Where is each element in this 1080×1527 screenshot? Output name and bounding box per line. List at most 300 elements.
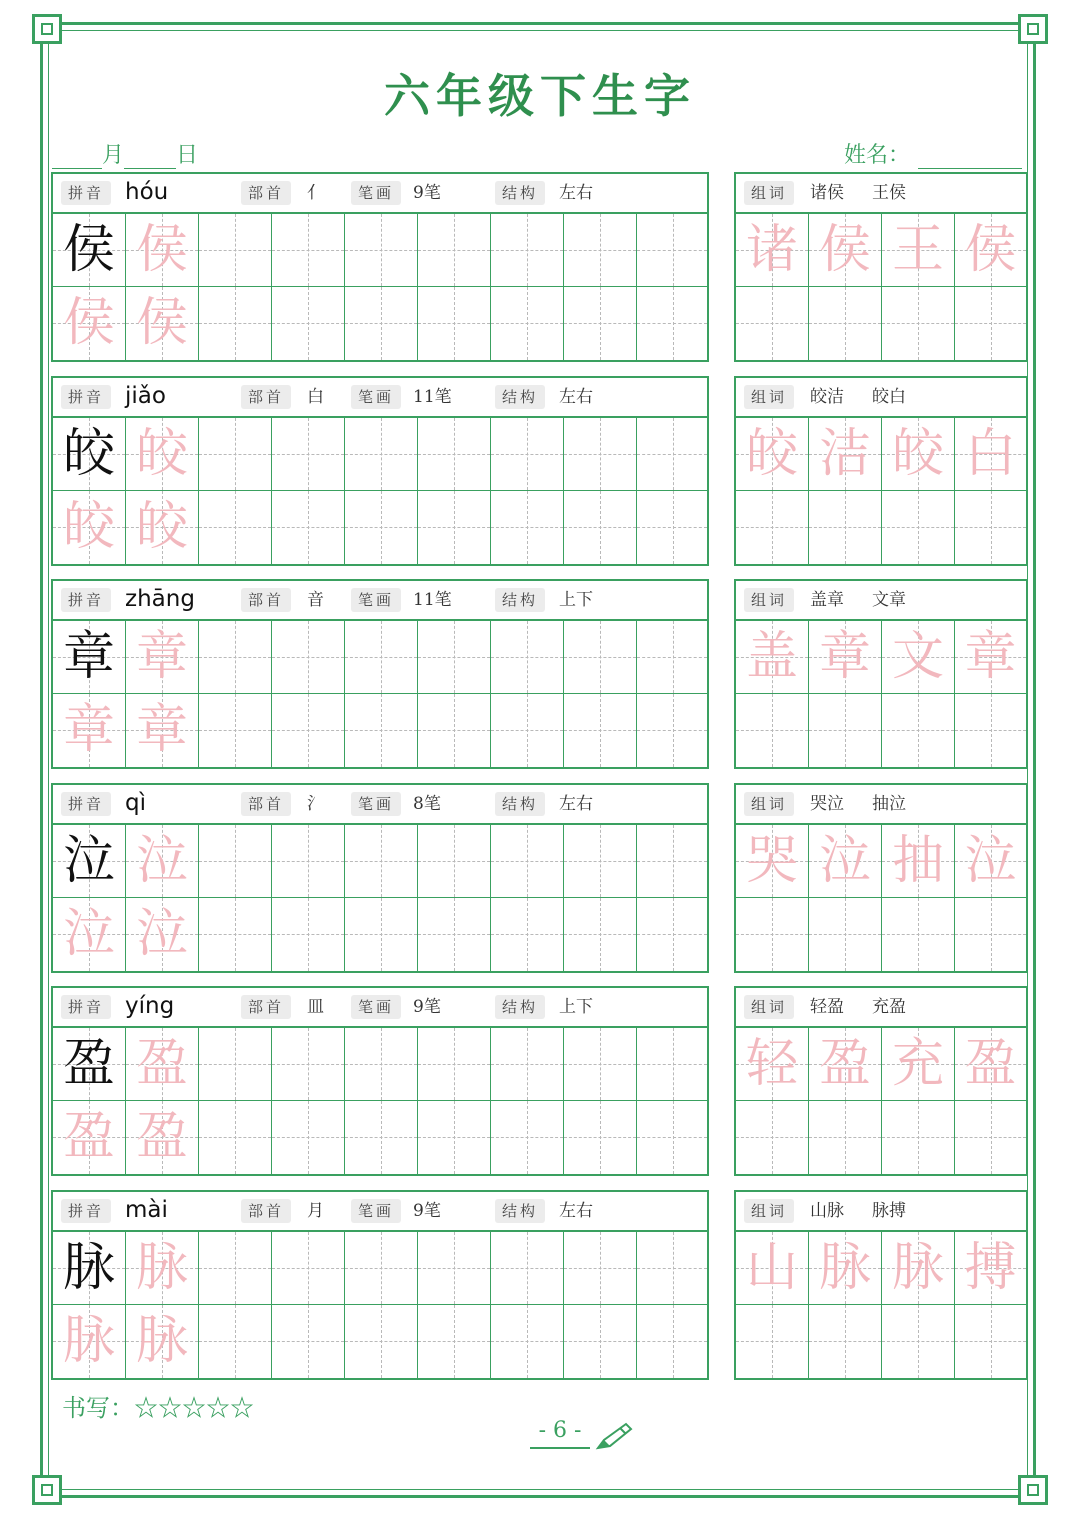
practice-cell[interactable]	[199, 825, 272, 898]
practice-cell[interactable]	[418, 287, 491, 360]
word-2: 脉搏	[872, 1201, 906, 1221]
practice-cell[interactable]	[199, 287, 272, 360]
word-info-row	[736, 174, 1026, 214]
character-panel	[51, 1190, 709, 1380]
practice-cell[interactable]	[199, 491, 272, 564]
practice-cell[interactable]	[637, 1305, 707, 1378]
character-panel	[51, 986, 709, 1176]
word-practice-cell[interactable]	[955, 1101, 1026, 1174]
pinyin-value: mài	[125, 1197, 168, 1223]
trace-character-cell	[126, 1101, 199, 1174]
practice-cell[interactable]	[199, 694, 272, 767]
trace-character-cell	[53, 491, 126, 564]
trace-character-cell	[126, 1232, 199, 1305]
strokes-value: 11笔	[413, 387, 452, 407]
model-character: 章	[62, 627, 115, 687]
trace-character: 泣	[135, 831, 188, 891]
practice-cell[interactable]	[345, 214, 418, 287]
practice-cell[interactable]	[564, 694, 637, 767]
words-tag: 组词	[744, 385, 794, 409]
word-trace-cell	[736, 214, 809, 287]
word-trace-cell	[736, 1028, 809, 1101]
practice-cell[interactable]	[564, 1101, 637, 1174]
practice-cell[interactable]	[564, 491, 637, 564]
word-trace-cell	[955, 621, 1026, 694]
practice-cell[interactable]	[564, 418, 637, 491]
practice-cell[interactable]	[637, 214, 707, 287]
trace-character: 侯	[62, 293, 115, 353]
practice-cell[interactable]	[272, 1101, 345, 1174]
words-tag: 组词	[744, 181, 794, 205]
trace-character-cell	[126, 287, 199, 360]
word-practice-cell[interactable]	[736, 491, 809, 564]
trace-character: 盈	[62, 1107, 115, 1167]
word-1: 盖章	[810, 590, 844, 610]
practice-cell[interactable]	[199, 1028, 272, 1101]
practice-cell[interactable]	[272, 1028, 345, 1101]
word-trace-character: 洁	[818, 424, 871, 484]
practice-cell[interactable]	[491, 214, 564, 287]
radical-value: 氵	[307, 794, 324, 814]
model-character-cell	[53, 1028, 126, 1101]
practice-cell[interactable]	[564, 1305, 637, 1378]
practice-cell[interactable]	[491, 287, 564, 360]
word-trace-cell	[882, 621, 955, 694]
practice-cell[interactable]	[564, 1028, 637, 1101]
word-practice-cell[interactable]	[736, 287, 809, 360]
practice-cell[interactable]	[491, 1232, 564, 1305]
pinyin-value: zhāng	[125, 586, 195, 612]
radical-value: 月	[307, 1201, 324, 1221]
trace-character-cell	[126, 491, 199, 564]
character-info-row	[53, 988, 707, 1028]
word-practice-cell[interactable]	[809, 1305, 882, 1378]
word-trace-cell	[736, 621, 809, 694]
model-character-cell	[53, 214, 126, 287]
word-trace-character: 抽	[891, 831, 944, 891]
trace-character: 泣	[62, 904, 115, 964]
trace-character: 皎	[62, 497, 115, 557]
word-trace-character: 充	[891, 1034, 944, 1094]
word-trace-cell	[736, 825, 809, 898]
practice-cell[interactable]	[491, 825, 564, 898]
word-trace-cell	[809, 214, 882, 287]
word-trace-cell	[882, 1028, 955, 1101]
trace-character-cell	[126, 621, 199, 694]
strokes-tag: 笔画	[351, 995, 401, 1019]
radical-tag: 部首	[241, 588, 291, 612]
trace-character: 脉	[135, 1238, 188, 1298]
day-blank[interactable]	[124, 148, 176, 169]
strokes-value: 9笔	[413, 183, 441, 203]
structure-tag: 结构	[495, 385, 545, 409]
word-2: 抽泣	[872, 794, 906, 814]
name-field[interactable]	[844, 138, 1022, 169]
trace-character: 章	[135, 700, 188, 760]
practice-cell[interactable]	[491, 898, 564, 971]
practice-cell[interactable]	[199, 418, 272, 491]
words-tag: 组词	[744, 588, 794, 612]
structure-tag: 结构	[495, 792, 545, 816]
corner-ornament	[1018, 1475, 1048, 1505]
trace-character: 皎	[135, 424, 188, 484]
strokes-value: 8笔	[413, 794, 441, 814]
words-tag: 组词	[744, 1199, 794, 1223]
strokes-tag: 笔画	[351, 1199, 401, 1223]
structure-tag: 结构	[495, 181, 545, 205]
practice-cell[interactable]	[418, 418, 491, 491]
practice-cell[interactable]	[199, 621, 272, 694]
word-1: 皎洁	[810, 387, 844, 407]
practice-cell[interactable]	[199, 1101, 272, 1174]
word-trace-cell	[809, 825, 882, 898]
word-practice-cell[interactable]	[736, 1305, 809, 1378]
word-practice-cell[interactable]	[809, 898, 882, 971]
word-panel	[734, 1190, 1028, 1380]
practice-cell[interactable]	[564, 898, 637, 971]
strokes-tag: 笔画	[351, 588, 401, 612]
practice-cell[interactable]	[272, 1305, 345, 1378]
practice-cell[interactable]	[418, 621, 491, 694]
practice-cell[interactable]	[491, 418, 564, 491]
word-trace-character: 盈	[964, 1034, 1017, 1094]
structure-value: 左右	[559, 794, 593, 814]
word-trace-cell	[955, 1232, 1026, 1305]
word-trace-character: 皎	[745, 424, 798, 484]
word-practice-cell[interactable]	[882, 287, 955, 360]
model-character-cell	[53, 1232, 126, 1305]
pinyin-tag: 拼音	[61, 1199, 111, 1223]
trace-character-cell	[126, 1028, 199, 1101]
structure-tag: 结构	[495, 1199, 545, 1223]
word-practice-cell[interactable]	[736, 1101, 809, 1174]
pinyin-tag: 拼音	[61, 588, 111, 612]
word-trace-character: 章	[818, 627, 871, 687]
trace-character-cell	[126, 898, 199, 971]
structure-value: 上下	[559, 590, 593, 610]
pinyin-tag: 拼音	[61, 181, 111, 205]
word-1: 山脉	[810, 1201, 844, 1221]
practice-cell[interactable]	[491, 1028, 564, 1101]
word-trace-character: 搏	[964, 1238, 1017, 1298]
practice-cell[interactable]	[418, 1101, 491, 1174]
model-character: 侯	[62, 220, 115, 280]
character-info-row	[53, 378, 707, 418]
trace-character-cell	[53, 1101, 126, 1174]
strokes-value: 11笔	[413, 590, 452, 610]
writing-rating	[62, 1388, 254, 1423]
practice-cell[interactable]	[491, 694, 564, 767]
trace-character-cell	[126, 694, 199, 767]
word-practice-cell[interactable]	[955, 694, 1026, 767]
practice-cell[interactable]	[272, 418, 345, 491]
practice-cell[interactable]	[199, 1305, 272, 1378]
practice-cell[interactable]	[564, 214, 637, 287]
word-info-row	[736, 988, 1026, 1028]
practice-cell[interactable]	[345, 1028, 418, 1101]
strokes-value: 9笔	[413, 997, 441, 1017]
practice-cell[interactable]	[637, 898, 707, 971]
word-trace-cell	[955, 825, 1026, 898]
word-trace-character: 诸	[745, 220, 798, 280]
practice-cell[interactable]	[272, 621, 345, 694]
trace-character: 侯	[135, 293, 188, 353]
word-trace-cell	[955, 418, 1026, 491]
structure-value: 左右	[559, 1201, 593, 1221]
practice-cell[interactable]	[564, 621, 637, 694]
practice-cell[interactable]	[272, 1232, 345, 1305]
word-panel	[734, 986, 1028, 1176]
word-trace-character: 皎	[891, 424, 944, 484]
word-trace-cell	[955, 1028, 1026, 1101]
word-panel	[734, 579, 1028, 769]
word-practice-cell[interactable]	[955, 287, 1026, 360]
practice-cell[interactable]	[272, 491, 345, 564]
pinyin-value: jiǎo	[125, 383, 166, 409]
corner-ornament	[32, 14, 62, 44]
word-practice-cell[interactable]	[882, 1305, 955, 1378]
day-label: 日	[176, 143, 199, 168]
word-practice-cell[interactable]	[882, 694, 955, 767]
trace-character-cell	[53, 1305, 126, 1378]
word-info-row	[736, 378, 1026, 418]
practice-cell[interactable]	[637, 491, 707, 564]
word-trace-character: 山	[745, 1238, 798, 1298]
word-1: 诸侯	[810, 183, 844, 203]
practice-cell[interactable]	[491, 621, 564, 694]
trace-character: 皎	[135, 497, 188, 557]
trace-character-cell	[126, 214, 199, 287]
name-label: 姓名：	[844, 143, 911, 168]
month-blank[interactable]	[52, 148, 102, 169]
structure-value: 左右	[559, 183, 593, 203]
page-title: 六年级下生字	[384, 69, 696, 123]
word-trace-character: 盖	[745, 627, 798, 687]
practice-cell[interactable]	[491, 1305, 564, 1378]
practice-cell[interactable]	[199, 898, 272, 971]
word-practice-cell[interactable]	[736, 898, 809, 971]
word-2: 王侯	[872, 183, 906, 203]
strokes-tag: 笔画	[351, 792, 401, 816]
trace-character: 盈	[135, 1034, 188, 1094]
strokes-value: 9笔	[413, 1201, 441, 1221]
practice-cell[interactable]	[637, 1101, 707, 1174]
pinyin-value: yíng	[125, 993, 175, 1019]
pinyin-value: qì	[125, 790, 146, 816]
practice-cell[interactable]	[199, 214, 272, 287]
practice-cell[interactable]	[272, 287, 345, 360]
word-trace-character: 盈	[818, 1034, 871, 1094]
word-trace-cell	[809, 1028, 882, 1101]
word-practice-cell[interactable]	[882, 1101, 955, 1174]
month-label: 月	[102, 143, 125, 168]
pen-icon	[594, 1420, 634, 1452]
radical-tag: 部首	[241, 792, 291, 816]
practice-cell[interactable]	[199, 1232, 272, 1305]
word-2: 文章	[872, 590, 906, 610]
strokes-tag: 笔画	[351, 385, 401, 409]
word-trace-character: 脉	[818, 1238, 871, 1298]
character-panel	[51, 172, 709, 362]
model-character: 脉	[62, 1238, 115, 1298]
word-trace-cell	[882, 825, 955, 898]
practice-cell[interactable]	[637, 1028, 707, 1101]
character-info-row	[53, 785, 707, 825]
word-practice-cell[interactable]	[809, 491, 882, 564]
trace-character-cell	[53, 898, 126, 971]
character-info-row	[53, 581, 707, 621]
practice-cell[interactable]	[345, 621, 418, 694]
practice-cell[interactable]	[418, 491, 491, 564]
word-trace-character: 白	[964, 424, 1017, 484]
radical-value: 音	[307, 590, 324, 610]
trace-character: 脉	[62, 1311, 115, 1371]
word-practice-cell[interactable]	[955, 491, 1026, 564]
word-2: 充盈	[872, 997, 906, 1017]
radical-tag: 部首	[241, 1199, 291, 1223]
word-trace-cell	[809, 418, 882, 491]
practice-cell[interactable]	[345, 418, 418, 491]
practice-cell[interactable]	[345, 694, 418, 767]
words-tag: 组词	[744, 995, 794, 1019]
practice-cell[interactable]	[418, 214, 491, 287]
word-info-row	[736, 581, 1026, 621]
trace-character: 章	[135, 627, 188, 687]
pinyin-tag: 拼音	[61, 385, 111, 409]
word-trace-character: 泣	[818, 831, 871, 891]
radical-tag: 部首	[241, 181, 291, 205]
radical-value: 亻	[307, 183, 324, 203]
word-trace-character: 轻	[745, 1034, 798, 1094]
word-trace-cell	[882, 418, 955, 491]
word-trace-cell	[955, 214, 1026, 287]
trace-character-cell	[126, 825, 199, 898]
practice-cell[interactable]	[418, 1028, 491, 1101]
practice-cell[interactable]	[564, 825, 637, 898]
word-info-row	[736, 785, 1026, 825]
model-character: 皎	[62, 424, 115, 484]
practice-cell[interactable]	[418, 1232, 491, 1305]
pinyin-tag: 拼音	[61, 792, 111, 816]
date-field[interactable]	[52, 138, 198, 169]
character-panel	[51, 783, 709, 973]
word-trace-character: 侯	[818, 220, 871, 280]
word-practice-cell[interactable]	[809, 287, 882, 360]
trace-character-cell	[126, 1305, 199, 1378]
rating-stars[interactable]: ☆☆☆☆☆	[134, 1394, 254, 1422]
practice-cell[interactable]	[637, 287, 707, 360]
word-practice-cell[interactable]	[882, 491, 955, 564]
practice-cell[interactable]	[418, 898, 491, 971]
practice-cell[interactable]	[637, 621, 707, 694]
practice-cell[interactable]	[491, 1101, 564, 1174]
practice-cell[interactable]	[418, 1305, 491, 1378]
practice-cell[interactable]	[345, 825, 418, 898]
character-info-row	[53, 174, 707, 214]
strokes-tag: 笔画	[351, 181, 401, 205]
practice-cell[interactable]	[564, 287, 637, 360]
trace-character-cell	[126, 418, 199, 491]
word-2: 皎白	[872, 387, 906, 407]
model-character-cell	[53, 621, 126, 694]
practice-cell[interactable]	[272, 898, 345, 971]
word-practice-cell[interactable]	[736, 694, 809, 767]
word-practice-cell[interactable]	[955, 898, 1026, 971]
practice-cell[interactable]	[345, 491, 418, 564]
practice-cell[interactable]	[272, 694, 345, 767]
radical-value: 白	[307, 387, 324, 407]
structure-value: 左右	[559, 387, 593, 407]
trace-character-cell	[53, 694, 126, 767]
corner-ornament	[1018, 14, 1048, 44]
character-panel	[51, 579, 709, 769]
structure-tag: 结构	[495, 995, 545, 1019]
character-info-row	[53, 1192, 707, 1232]
trace-character: 泣	[135, 904, 188, 964]
practice-cell[interactable]	[272, 214, 345, 287]
practice-cell[interactable]	[564, 1232, 637, 1305]
practice-cell[interactable]	[637, 694, 707, 767]
writing-label: 书写：	[62, 1394, 134, 1422]
word-practice-cell[interactable]	[809, 694, 882, 767]
trace-character: 盈	[135, 1107, 188, 1167]
word-trace-cell	[809, 1232, 882, 1305]
practice-cell[interactable]	[637, 825, 707, 898]
practice-cell[interactable]	[345, 898, 418, 971]
radical-tag: 部首	[241, 995, 291, 1019]
practice-cell[interactable]	[637, 418, 707, 491]
practice-cell[interactable]	[345, 287, 418, 360]
word-trace-character: 文	[891, 627, 944, 687]
practice-cell[interactable]	[345, 1305, 418, 1378]
practice-cell[interactable]	[637, 1232, 707, 1305]
word-trace-character: 侯	[964, 220, 1017, 280]
practice-cell[interactable]	[272, 825, 345, 898]
word-practice-cell[interactable]	[809, 1101, 882, 1174]
word-1: 哭泣	[810, 794, 844, 814]
practice-cell[interactable]	[345, 1232, 418, 1305]
word-trace-cell	[736, 1232, 809, 1305]
word-trace-character: 脉	[891, 1238, 944, 1298]
structure-value: 上下	[559, 997, 593, 1017]
trace-character-cell	[53, 287, 126, 360]
trace-character: 章	[62, 700, 115, 760]
page-number: - 6 -	[530, 1418, 590, 1449]
practice-cell[interactable]	[491, 491, 564, 564]
word-trace-cell	[882, 1232, 955, 1305]
word-trace-character: 泣	[964, 831, 1017, 891]
corner-ornament	[32, 1475, 62, 1505]
word-trace-character: 王	[891, 220, 944, 280]
model-character-cell	[53, 418, 126, 491]
practice-cell[interactable]	[418, 825, 491, 898]
word-info-row	[736, 1192, 1026, 1232]
word-trace-character: 哭	[745, 831, 798, 891]
practice-cell[interactable]	[418, 694, 491, 767]
character-panel	[51, 376, 709, 566]
word-panel	[734, 172, 1028, 362]
words-tag: 组词	[744, 792, 794, 816]
word-practice-cell[interactable]	[955, 1305, 1026, 1378]
word-practice-cell[interactable]	[882, 898, 955, 971]
word-trace-cell	[736, 418, 809, 491]
practice-cell[interactable]	[345, 1101, 418, 1174]
name-blank[interactable]	[918, 146, 1022, 169]
word-panel	[734, 783, 1028, 973]
word-trace-cell	[809, 621, 882, 694]
trace-character: 侯	[135, 220, 188, 280]
radical-value: 皿	[307, 997, 324, 1017]
